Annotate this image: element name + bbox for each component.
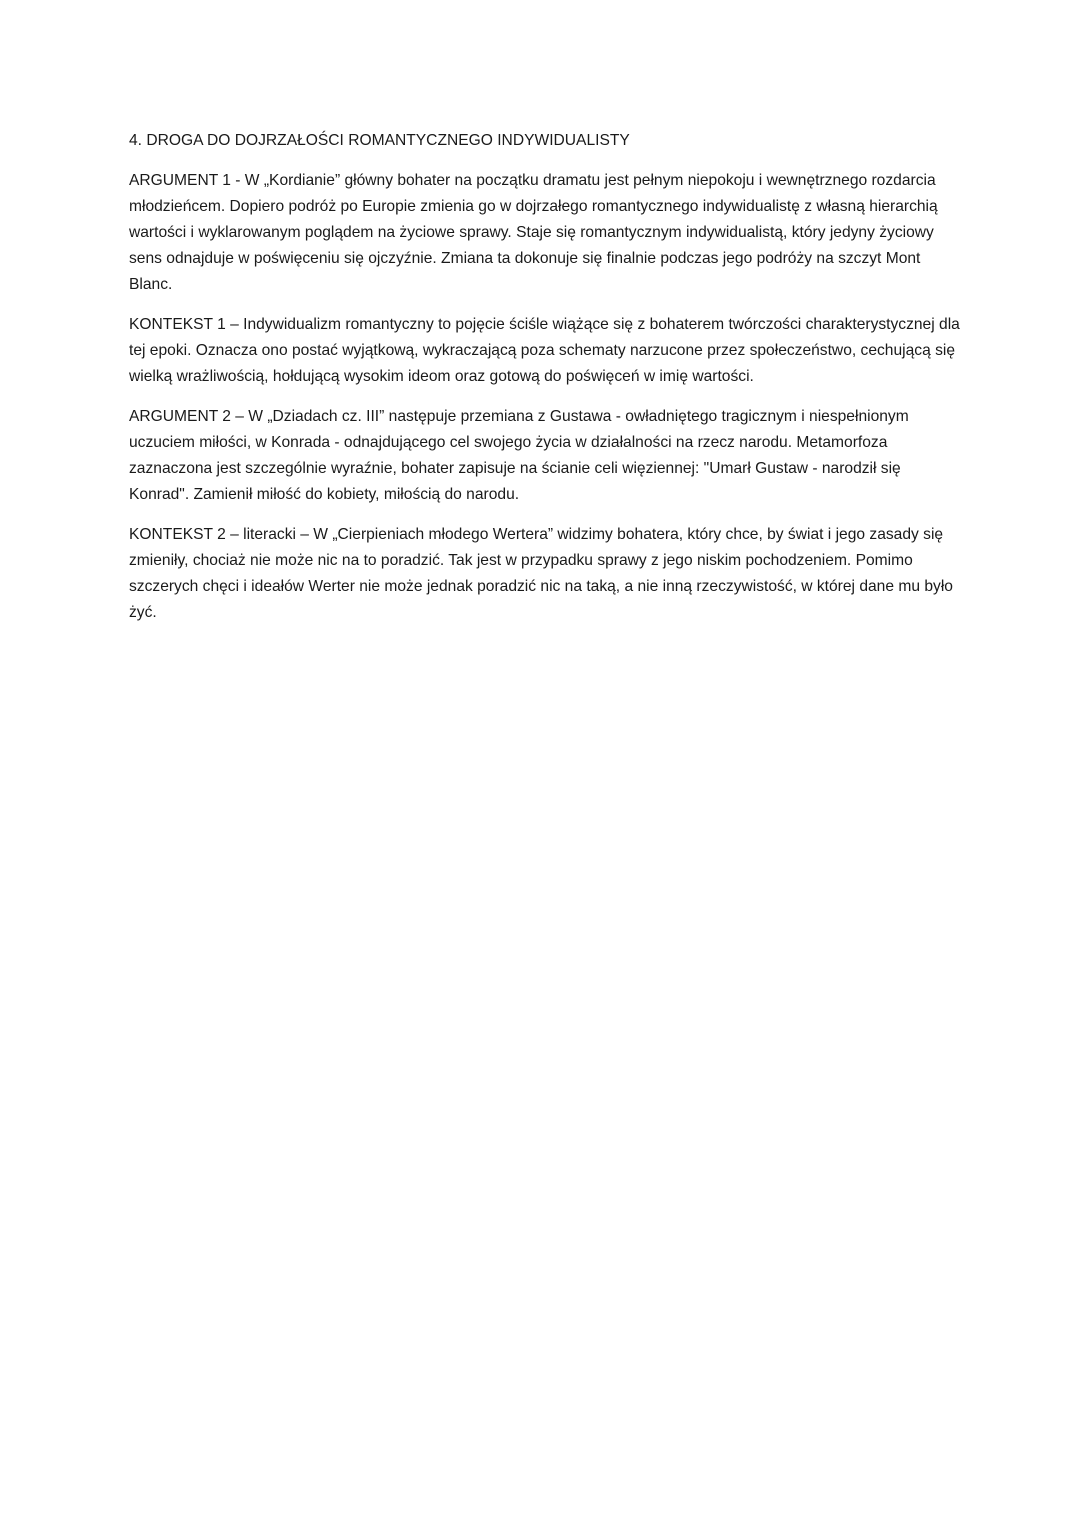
paragraph-argument-1: ARGUMENT 1 - W „Kordianie” główny bohater na początku dramatu jest pełnym niepokoju i wewnętrznego rozdarcia młodzieńcem. Dopiero podróż po Europie zmienia go w dojrzałego romantycznego indywidualistę z własną hierarchią wartości i wyklarowanym poglądem na życiowe sprawy. Staje się romantycznym indywidualistą, który jedyny życiowy sens odnajduje w poświęceniu się ojczyźnie. Zmiana ta dokonuje się finalnie podczas jego podróży na szczyt Mont Blanc. [129, 172, 938, 293]
paragraph-context-1: KONTEKST 1 – Indywidualizm romantyczny to pojęcie ściśle wiążące się z bohaterem twórczości charakterystycznej dla tej epoki. Oznacza ono postać wyjątkową, wykraczającą poza schematy narzucone przez społeczeństwo, cechującą się wielką wrażliwością, hołdującą wysokim ideom oraz gotową do poświęceń w imię wartości. [129, 316, 960, 385]
paragraph-argument-2: ARGUMENT 2 – W „Dziadach cz. III” następuje przemiana z Gustawa - owładniętego tragicznym i niespełnionym uczuciem miłości, w Konrada - odnajdującego cel swojego życia w działalności na rzecz narodu. Metamorfoza zaznaczona jest szczególnie wyraźnie, bohater zapisuje na ścianie celi więziennej: "Umarł Gustaw - narodził się Konrad". Zamienił miłość do kobiety, miłością do narodu. [129, 408, 909, 503]
document-title: 4. DROGA DO DOJRZAŁOŚCI ROMANTYCZNEGO INDYWIDUALISTY [129, 132, 630, 149]
paragraph-context-2: KONTEKST 2 – literacki – W „Cierpieniach młodego Wertera” widzimy bohatera, który chce, by świat i jego zasady się zmieniły, chociaż nie może nic na to poradzić. Tak jest w przypadku sprawy z jego niskim pochodzeniem. Pomimo szczerych chęci i ideałów Werter nie może jednak poradzić nic na taką, a nie inną rzeczywistość, w której dane mu było żyć. [129, 526, 953, 621]
document-page [129, 128, 964, 640]
